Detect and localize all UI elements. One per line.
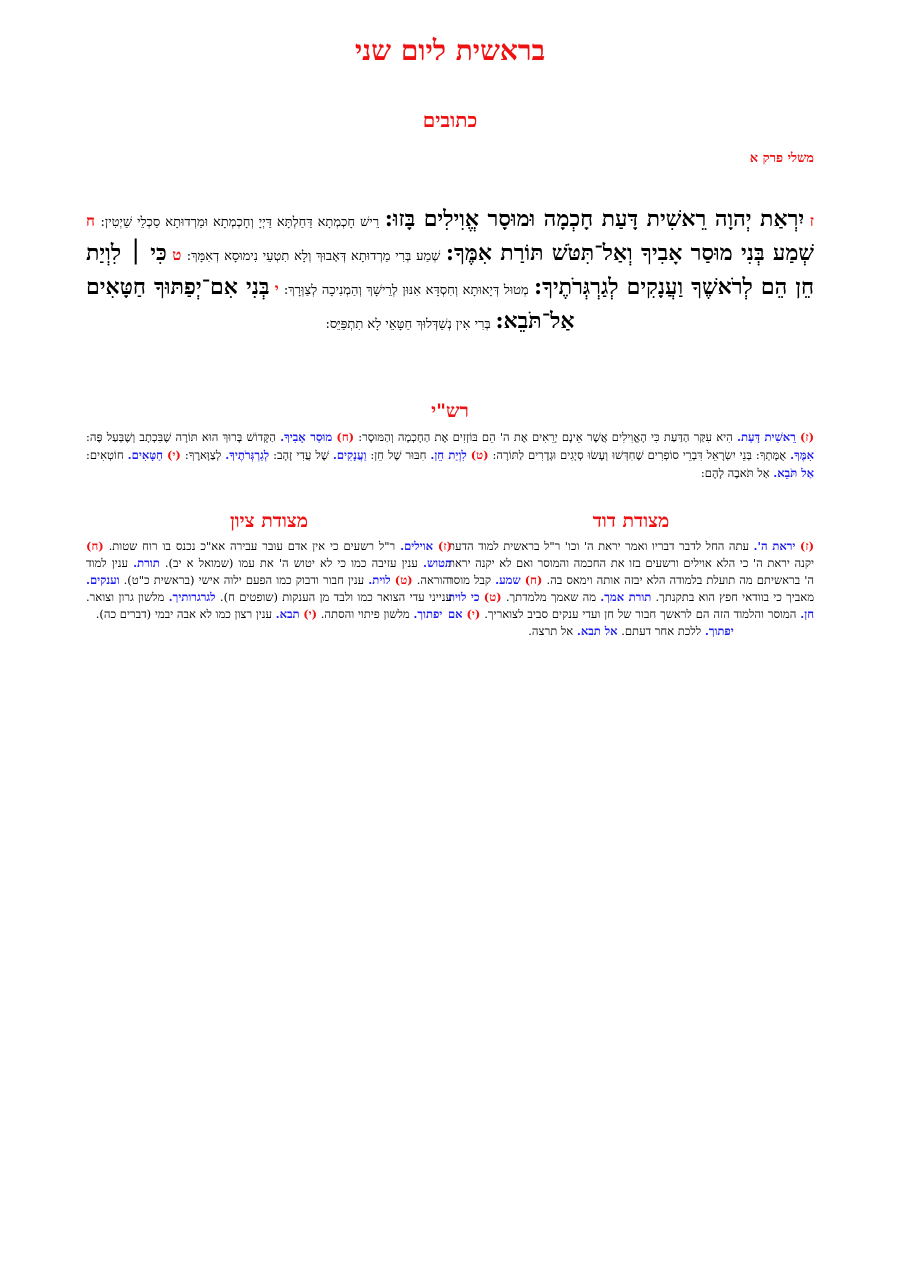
commentary-text: ר"ל רשעים כי אין אדם עובר עבירה אא"כ נכנס בו רוח שטות. [108,539,396,553]
commentary-text: מה שאמך מלמדתך. [505,590,597,604]
dibur-hamatchil: לְגַרְגְּרֹתֶיךָ. [225,448,270,462]
verse-number: י [274,280,279,298]
dibur-hamatchil: אִמֶּךָ. [790,448,815,462]
commentary-verse-number: (ז) [799,539,815,553]
commentary-text: ענין למוד והוראה. [86,556,453,587]
commentary-verse-number: (י) [303,607,318,621]
verse-text: יִרְאַת יְהוָה רֵאשִׁית דָּעַת חָכְמָה וּמוּסָר אֱוִילִים בָּזוּ: [384,206,805,232]
commentary-text: לְצַוָּארֶךָ: [184,448,222,462]
rashi-title: רש"י [431,400,469,422]
commentary-text: שֶׁל עֲדִי זָהָב: [273,448,329,462]
chapter-heading: משלי פרק א [749,151,814,166]
commentary-text: חִבּוּר שֶׁל חֵן: [370,448,427,462]
metzudat-david-commentary [448,538,814,640]
dibur-hamatchil: אם יפתוך. [448,607,734,638]
dibur-hamatchil: תבא. [275,607,300,621]
commentary-text: ענייני עדי הצואר כמו ולבד מן הענקות (שופטים ח). [219,590,453,604]
commentary-text: אַל תֹּאבֶה לָהֶם: [700,466,770,480]
commentary-verse-number: (ז) [799,430,815,444]
section-title: כתובים [422,108,478,132]
dibur-hamatchil: יראת ה'. [753,539,796,553]
dibur-hamatchil: וַעֲנָקִים. [332,448,367,462]
commentary-text: הִיא עִקַּר הַדַּעַת כִּי הָאֱוִילִים אֲשֶׁר אֵינָם יְרֵאִים אֶת ה' הֵם בּוֹזְזִים אֶת הַחָכְמָה וְהַמּוּסָר: [358,430,733,444]
commentary-text: ענין רצון כמו לא אבה יבמי (דברים כה). [95,607,272,621]
dibur-hamatchil: אל תבא. [576,624,618,638]
commentary-verse-number: (ט) [394,573,413,587]
dibur-hamatchil: אַל תֹּבֵא. [773,466,814,480]
dibur-hamatchil: לגרגרותיך. [168,590,216,604]
commentary-verse-number: (י) [166,448,181,462]
commentary-text: קבל מוסר מאביך כי בוודאי חפץ הוא בתקנתך. [448,573,815,604]
verse-number: ח [86,212,95,230]
commentary-verse-number: (ח) [336,430,355,444]
commentary-text: הַקָּדוֹשׁ בָּרוּךְ הוּא תּוֹרָה שֶׁבִּכְתָב וְשֶׁבְּעַל פֶּה: [86,430,276,444]
commentary-verse-number: (ז) [437,539,452,553]
commentary-text: אֻמָּתְךָ: בְּנֵי יִשְׂרָאֵל דִּבְרֵי סוֹפְרִים שֶׁחִדְּשׁוּ וְעָשׂוּ סְיָגִים וּגְדָרִים לַתּוֹרָה: [492,448,787,462]
dibur-hamatchil: תורת אמך. [600,590,652,604]
commentary-text: ללכת אחר דעתם. [621,624,702,638]
commentary-text: המוסר והלמוד הזה הם לראשך חבור של חן ועדי ענקים סביב לצואריך. [484,607,797,621]
metzudat-zion-commentary [86,538,452,623]
verse-number: ט [172,246,182,264]
commentary-text: חוֹטְאִים: [86,448,124,462]
verses-block [86,204,814,340]
commentary-text: ענין עזיבה כמו כי לא יטוש ה' את עמו (שמואל א יב). [164,556,418,570]
commentary-text: מלשון גרון וצואר. [86,590,165,604]
dibur-hamatchil: שמע. [495,573,521,587]
verse-text: כִּי ׀ לִוְיַת חֵן הֵם לְרֹאשֶׁךָ וַעֲנָקִים לְגַרְגְּרֹתֶיךָ: [86,240,814,300]
dibur-hamatchil: תטוש. [422,556,452,570]
commentary-verse-number: (ט) [470,448,489,462]
commentary-verse-number: (ח) [524,573,543,587]
dibur-hamatchil: כי לוית חן. [448,590,815,621]
dibur-hamatchil: חַטָּאִים. [127,448,163,462]
commentary-text: מלשון פיתוי והסתה. [320,607,410,621]
targum-text: בְּרִי אִין נְשַׁדְּלוּךְ חַטָּאֵי לָא תִתְפַּיֵּס: [325,317,491,332]
commentary-verse-number: (י) [466,607,481,621]
metzudat-zion-title: מצודת ציון [229,510,309,532]
verse-text: בְּנִי אִם־יְפַתּוּךָ חַטָּאִים אַל־תֹּבֵא: [86,274,575,334]
dibur-hamatchil: אוילים. [400,539,434,553]
commentary-verse-number: (ט) [483,590,502,604]
dibur-hamatchil: תורת. [133,556,160,570]
dibur-hamatchil: לוית. [368,573,391,587]
targum-text: שְׁמַע בְּרִי מַרְדוּתָא דְּאָבוּךְ וְלָא תִטְעֵי נִימוּסָא דְאִמָּךְ: [186,249,441,264]
commentary-text: אל תרצה. [528,624,574,638]
dibur-hamatchil: וענקים. [86,573,120,587]
dibur-hamatchil: רֵאשִׁית דָּעַת. [736,430,796,444]
targum-text: מְטוּל דְּיָאוּתָא וְחִסְדָּא אִנּוּן לְרֵישָׁךְ וְהַמְנִיכָה לְצַוְּרָךְ: [283,283,529,298]
dibur-hamatchil: מוּסַר אָבִיךָ. [280,430,333,444]
rashi-commentary [86,428,814,482]
commentary-verse-number: (ח) [86,539,104,553]
verse-number: ז [809,212,814,230]
targum-text: רֵישׁ חָכְמְתָא דַּחַלְתָּא דַּיְיָ וְחָכְמְתָא וּמַרְדוּתָא סַכְלֵי שַׁיְטִין: [100,215,380,230]
verse-text: שְׁמַע בְּנִי מוּסַר אָבִיךָ וְאַל־תִּטֹּשׁ תּוֹרַת אִמֶּךָ: [445,240,814,266]
commentary-text: ענין חבור ודבוק כמו הפעם ילוה אישי (בראשית כ"ט). [123,573,365,587]
commentary-text: עתה החל לדבר דבריו ואמר יראת ה' וכו' ר"ל בראשית למוד הדעת יקנה יראת ה' כי הלא אוילים ורשעים בזו את החכמה והמוסר ואם לא יקנה יראת ה' בראשיתם מה תועלת בלמודה הלא יבזה אותה וימאס בה. [448,539,815,587]
metzudat-david-title: מצודת דוד [592,510,670,532]
dibur-hamatchil: לִוְיַת חֵן. [430,448,467,462]
dibur-hamatchil: יפתוך. [413,607,443,621]
page-title: בראשית ליום שני [354,34,546,67]
